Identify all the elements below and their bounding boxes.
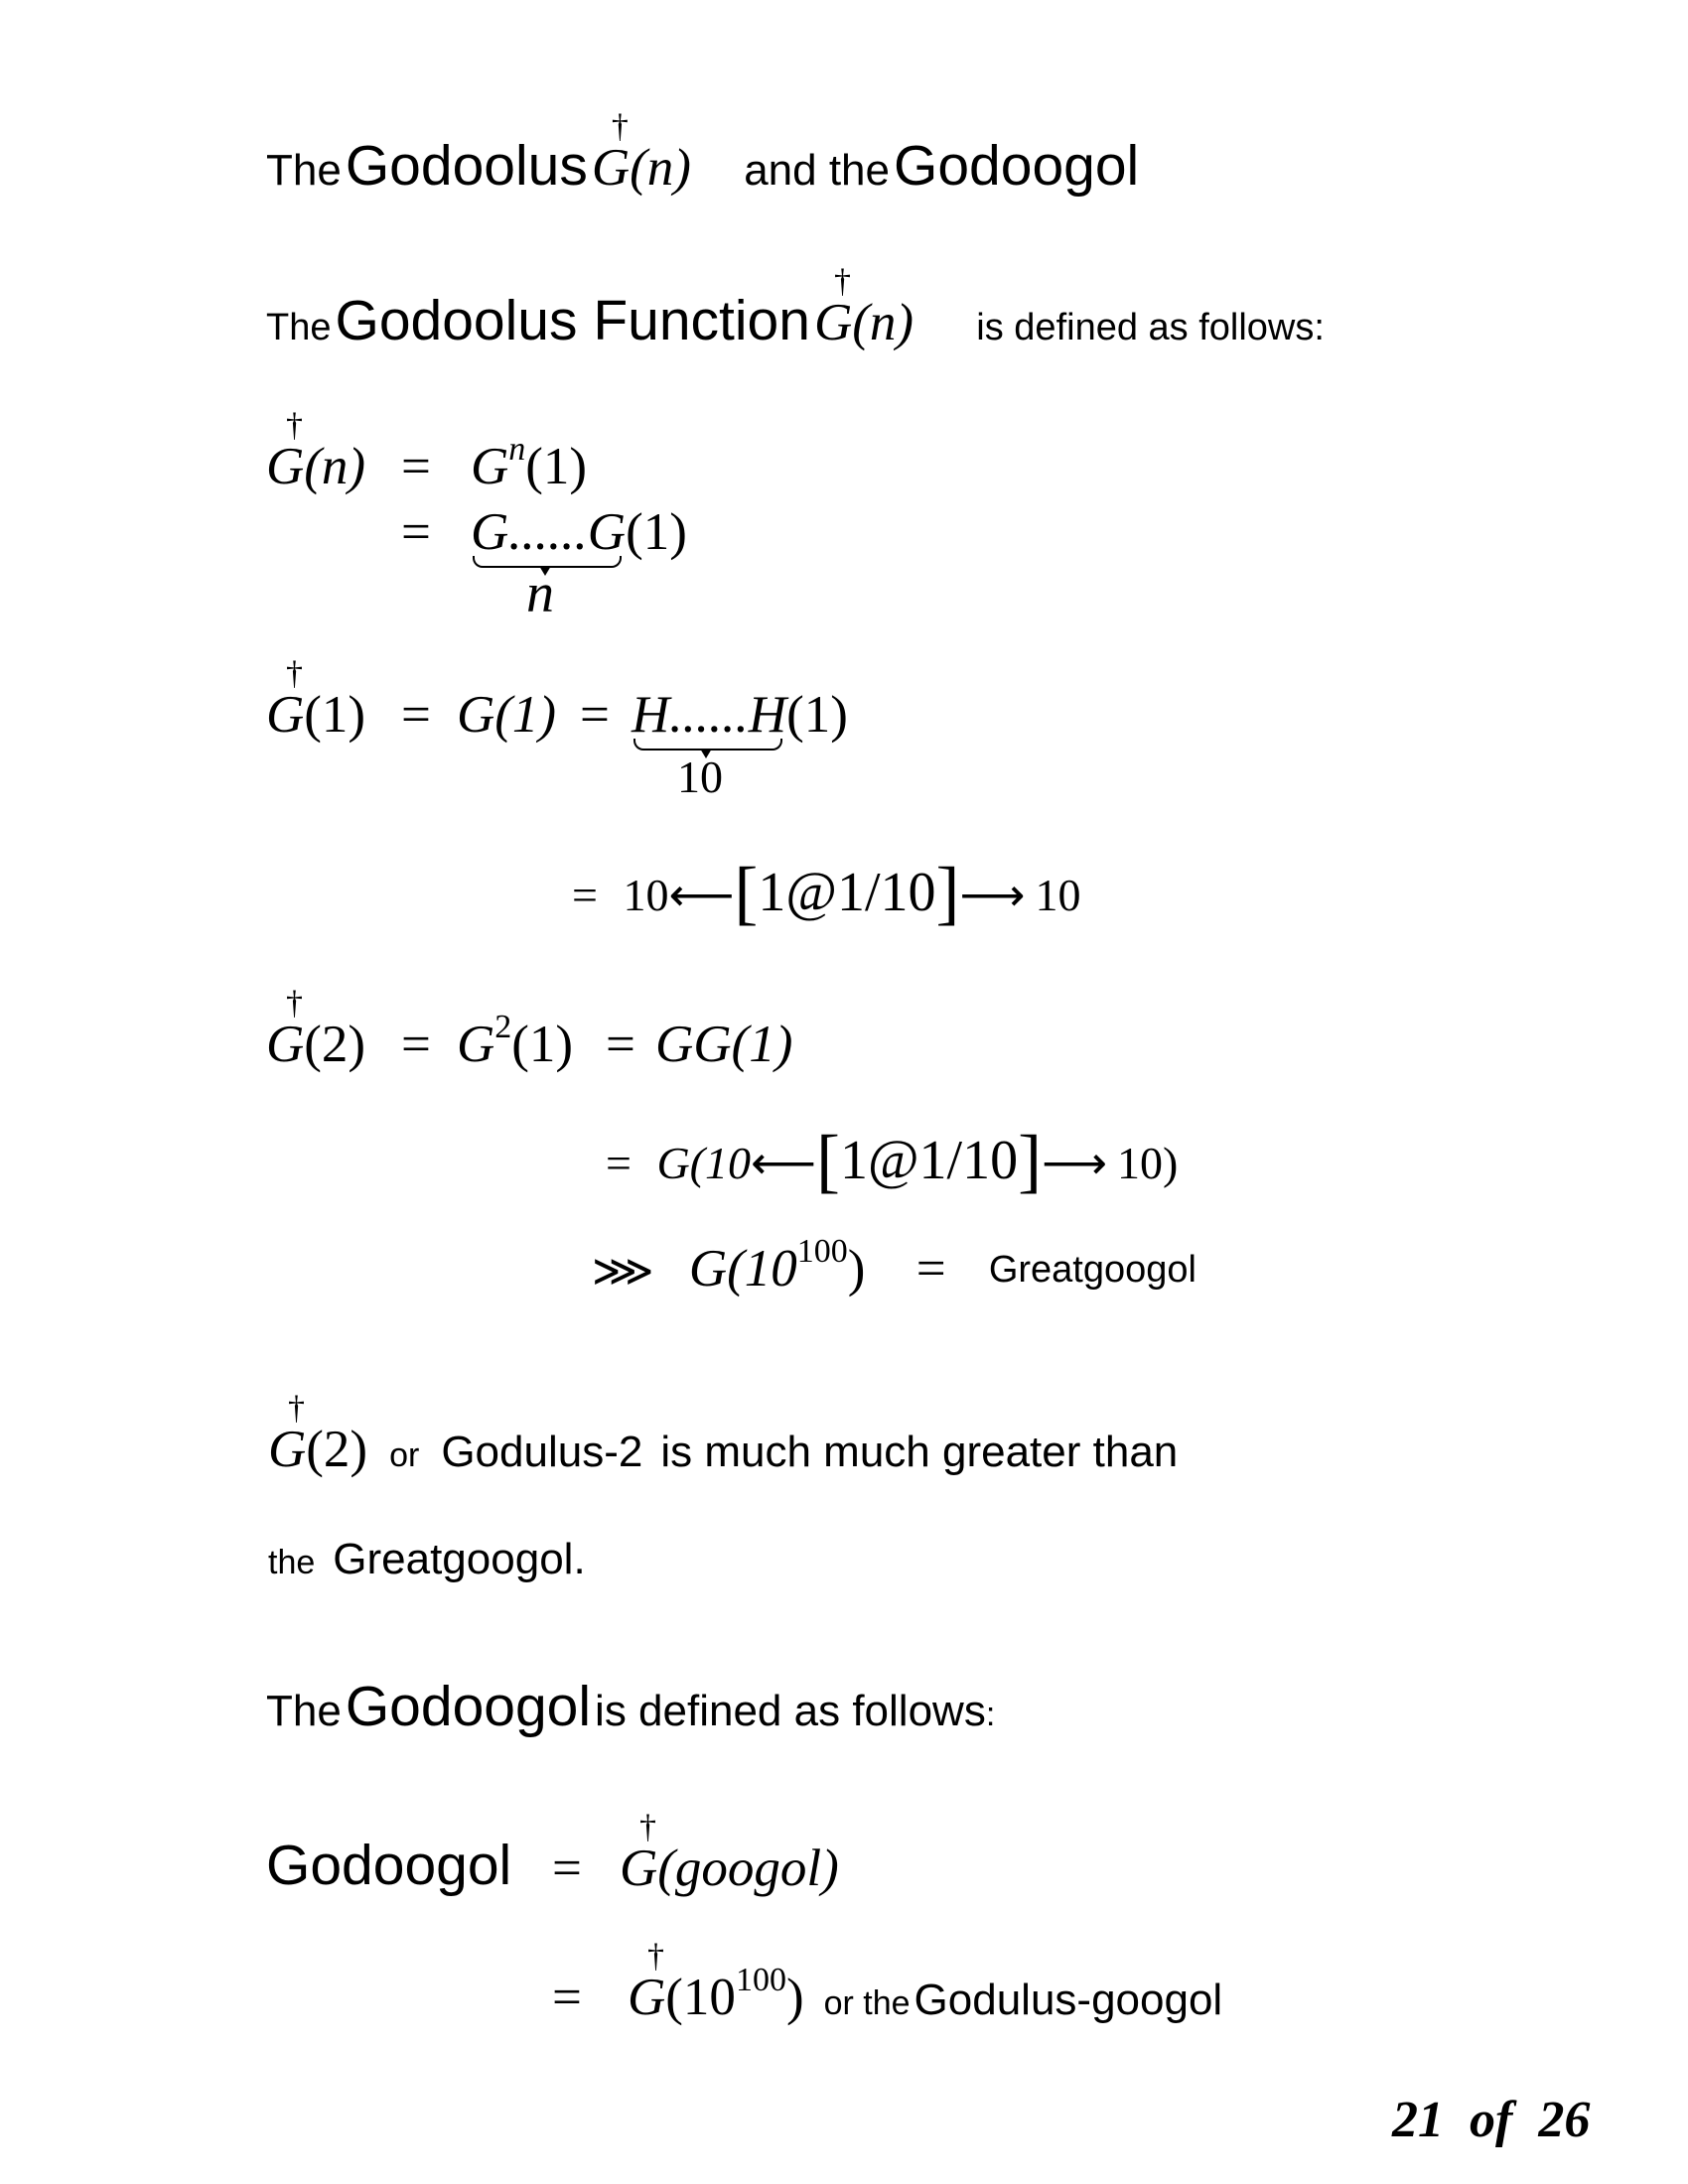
def-eq2: = [401, 503, 431, 561]
godoogol-def-rhs1: G † (googol) [620, 1809, 839, 1897]
statement-greatgoogol: Greatgoogol. [333, 1535, 586, 1583]
g2-eq1: = [401, 1016, 431, 1073]
dagger-icon: † [286, 655, 303, 692]
g2-rhs: GG(1) [655, 1016, 793, 1073]
godoogol-def-or-the: or the [823, 1984, 911, 2022]
dagger-icon: † [639, 1809, 656, 1845]
godoogol-intro-defined: is defined as follows [595, 1687, 986, 1735]
arrow-right-icon: ⟶ [1042, 1138, 1108, 1188]
statement-godulus: Godulus-2 [441, 1428, 643, 1476]
g2-lhs: G † (2) [266, 985, 366, 1073]
def-lhs: G † (n) [266, 407, 366, 495]
statement-rest: is much much greater than [660, 1428, 1179, 1476]
dagger-icon: † [833, 263, 851, 300]
g2-mid: $G^2(1)$ [457, 1009, 574, 1073]
intro-the: The [266, 307, 332, 348]
godoogol-def-godulus-googol: Godulus-googol [914, 1976, 1223, 2024]
dagger-icon: † [286, 407, 303, 444]
statement-line2 [268, 1535, 586, 1584]
statement-or: or [389, 1436, 420, 1474]
arrow-left-icon: ⟵ [751, 1138, 816, 1188]
greatgoogol-label: Greatgoogol [988, 1249, 1196, 1291]
g1-rhs: H......H(1) [632, 686, 848, 744]
g1-eq1: = [401, 686, 431, 744]
arrow-left-icon: ⟵ [668, 870, 735, 920]
function-intro [266, 263, 1325, 353]
g1-brace-label: 10 [677, 751, 723, 802]
godoogol-intro-the: The [266, 1687, 342, 1735]
title-godoolus: Godoolus [345, 134, 588, 198]
dagger-icon: † [288, 1390, 305, 1427]
g2-line2: = G(10⟵[1@1/10]⟶ 10) [606, 1121, 1179, 1200]
godoogol-def-eq2: = [552, 1969, 582, 2026]
g2-eq2: = [606, 1016, 635, 1073]
g-dagger-symbol: G † [591, 108, 631, 197]
intro-function-name: Godoolus Function [335, 289, 810, 352]
godoogol-def-rhs2: G † $(10^{100})$ or the Godulus-googol [628, 1938, 1223, 2026]
g1-line2: = 10⟵[1@1/10]⟶ 10 [572, 853, 1081, 932]
title-godoogol: Godoogol [894, 134, 1140, 198]
page-title [266, 108, 1140, 199]
godoogol-def-eq1: = [552, 1840, 582, 1897]
g1-eq2: = [580, 686, 610, 744]
g1-mid: G(1) [457, 686, 557, 744]
dagger-icon: † [611, 108, 629, 145]
dagger-icon: † [286, 985, 303, 1022]
title-the: The [266, 146, 342, 195]
statement-line1: G † (2) or Godulus-2 is much much greater than [268, 1390, 1179, 1478]
g2-line3: ⋙ $G(10^{100})$ = Greatgoogol [592, 1233, 1196, 1297]
title-and-the: and the [744, 146, 890, 195]
def-rhs2: G......G(1) [471, 503, 687, 561]
g1-lhs: G † (1) [266, 655, 366, 744]
statement-the: the [268, 1544, 316, 1581]
godoogol-intro-name: Godoogol [345, 1675, 592, 1738]
godoogol-intro: The Godoogol is defined as follows: [266, 1675, 996, 1738]
godoogol-def-name: Godoogol [266, 1834, 512, 1897]
def-eq1: = [401, 438, 431, 495]
def-rhs1: $G^n(1)$ [471, 431, 588, 495]
much-greater-than-icon: ⋙ [592, 1247, 654, 1296]
def-brace-label: n [526, 563, 554, 624]
page-number: 21 of 26 [1392, 2092, 1591, 2148]
arrow-right-icon: ⟶ [959, 870, 1026, 920]
dagger-icon: † [647, 1938, 664, 1975]
intro-defined: is defined as follows: [976, 307, 1325, 348]
title-godoolus-symbol: G † (n) [591, 108, 691, 197]
intro-symbol: G † (n) [813, 263, 914, 351]
